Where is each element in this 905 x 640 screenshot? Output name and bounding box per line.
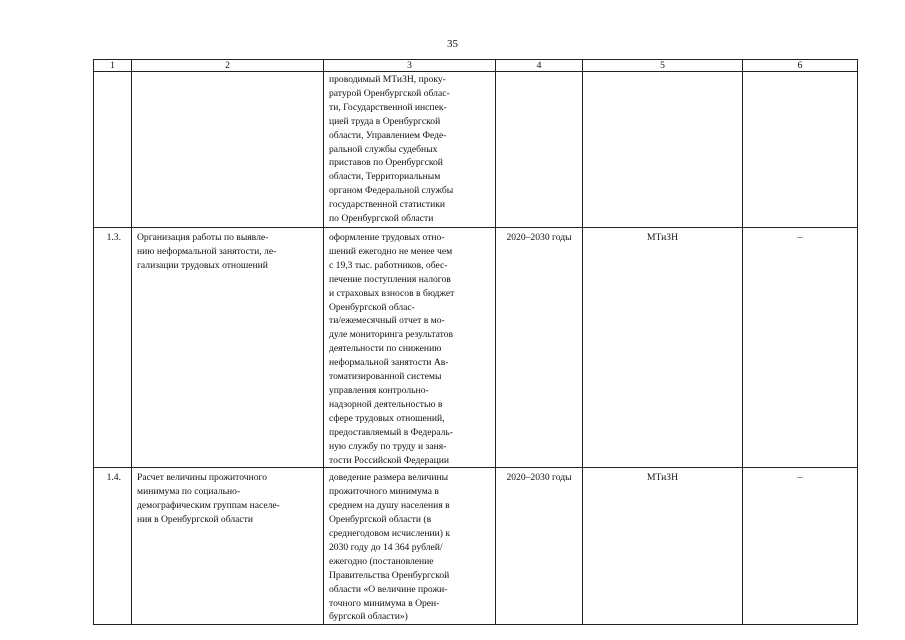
measure-name-cell: Расчет величины прожиточного минимума по социально- демографическим группам населе- ния в Оренбургской области xyxy=(132,468,324,625)
executor-cell xyxy=(583,72,743,228)
note-cell: – xyxy=(743,468,858,625)
measure-name-cell: Организация работы по выявле- нию неформальной занятости, ле- гализации трудовых отношений xyxy=(132,228,324,468)
table-row-continuation xyxy=(94,72,858,228)
page-number: 35 xyxy=(447,38,458,50)
column-header-6: 6 xyxy=(743,60,858,72)
row-number-cell xyxy=(94,72,132,228)
executor-cell: МТиЗН xyxy=(583,228,743,468)
executor-cell: МТиЗН xyxy=(583,468,743,625)
result-cell: доведение размера величины прожиточного минимума в среднем на душу населения в Оренбургской области (в среднегодовом исчислении) к 2030 году до 14 364 рублей/ ежегодно (постановление Правительства Оренбургской области «О величине прожи- точного минимума в Орен- бургской области») xyxy=(324,468,496,625)
column-header-1: 1 xyxy=(94,60,132,72)
column-header-4: 4 xyxy=(496,60,583,72)
result-cell: оформление трудовых отно- шений ежегодно не менее чем с 19,3 тыс. работников, обес- печение поступления налогов и страховых взносов в бюджет Оренбургской облас- ти/ежемесячный отчет в мо- дуле мониторинга результатов деятельности по снижению неформальной занятости Ав- томатизированной системы управления контрольно- надзорной деятельностью в сфере трудовых отношений, предоставляемый в Федераль- ную службу по труду и заня- тости Российской Федерации xyxy=(324,228,496,468)
column-header-2: 2 xyxy=(132,60,324,72)
table-row-1-4 xyxy=(94,468,858,625)
row-number-cell: 1.3. xyxy=(94,228,132,468)
measures-table xyxy=(93,59,858,625)
term-cell: 2020–2030 годы xyxy=(496,468,583,625)
note-cell: – xyxy=(743,228,858,468)
term-cell: 2020–2030 годы xyxy=(496,228,583,468)
column-header-5: 5 xyxy=(583,60,743,72)
column-number-row xyxy=(94,60,858,72)
measure-name-cell xyxy=(132,72,324,228)
column-header-3: 3 xyxy=(324,60,496,72)
result-cell: проводимый МТиЗН, проку- ратурой Оренбургской облас- ти, Государственной инспек- цией труда в Оренбургской области, Управлением Феде- ральной службы судебных приставов по Оренбургской области, Территориальным органом Федеральной службы государственной статистики по Оренбургской области xyxy=(324,72,496,228)
table-row-1-3 xyxy=(94,228,858,468)
term-cell xyxy=(496,72,583,228)
row-number-cell: 1.4. xyxy=(94,468,132,625)
note-cell xyxy=(743,72,858,228)
